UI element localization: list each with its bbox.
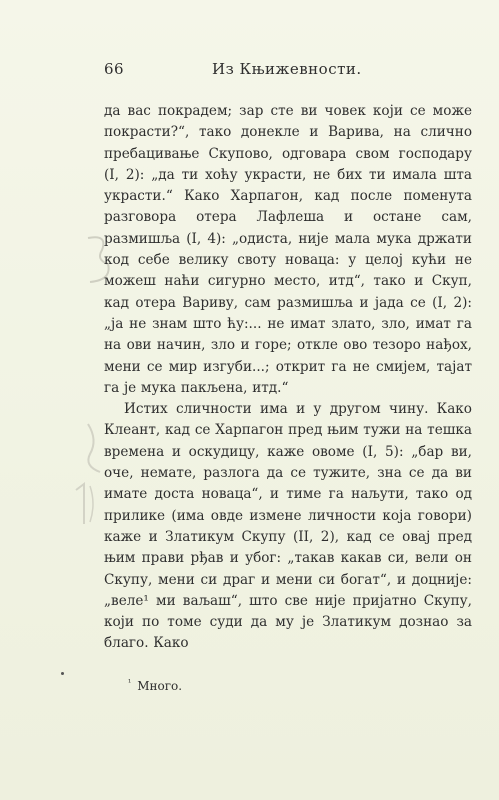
paragraph-1: да вас покрадем; зар сте ви човек који се може покрасти?“, тако донекле и Варива, на слично пребацивање Скупово, одговара свом господару (I, 2): „да ти хоћу украсти, не бих ти имала шта украсти.“ Како Харпагон, кад после поменута разговора отера Лафлеша и остане сам, размишља (I, 4): „одиста, није мала мука држати код себе велику своту новаца: у целој кући не можеш наћи сигурно место, итд“, тако и Скуп, кад отера Вариву, сам размишља и јада се (I, 2): „ја не знам што ћу:... не имат злато, зло, имат га на ови начин, зло и горе; откле ово тезоро нађох, мени се мир изгуби...; открит га не смијем, тајат га је мука пакљена, итд.“ xyxy=(104,103,472,396)
footnote-text: Много. xyxy=(137,679,183,693)
pencil-margin-mark-1 xyxy=(70,480,100,534)
margin-dot xyxy=(61,672,64,675)
body-text xyxy=(104,101,472,655)
footnote-mark: ¹ xyxy=(128,678,132,687)
page-header xyxy=(104,60,459,82)
footnote xyxy=(128,678,182,693)
paragraph-2: Истих сличности има и у другом чину. Како Клеант, кад се Харпагон пред њим тужи на тешка времена и оскудицу, каже овоме (I, 5): „бар ви, оче, немате, разлога да се тужите, зна се да ви имате доста новаца“, и тиме га наљути, тако од прилике (има овде измене личности која говори) каже и Златикум Скупу (II, 2), кад се овај пред њим прави рђав и убог: „такав какав си, вели он Скупу, мени си драг и мени си богат“, и доцније: „веле¹ ми ваљаш“, што све није пријатно Скупу, који по томе суди да му је Златикум дознао за благо. Како xyxy=(104,401,472,652)
page-number: 66 xyxy=(104,60,125,78)
running-head: Из Књижевности. xyxy=(212,60,362,78)
